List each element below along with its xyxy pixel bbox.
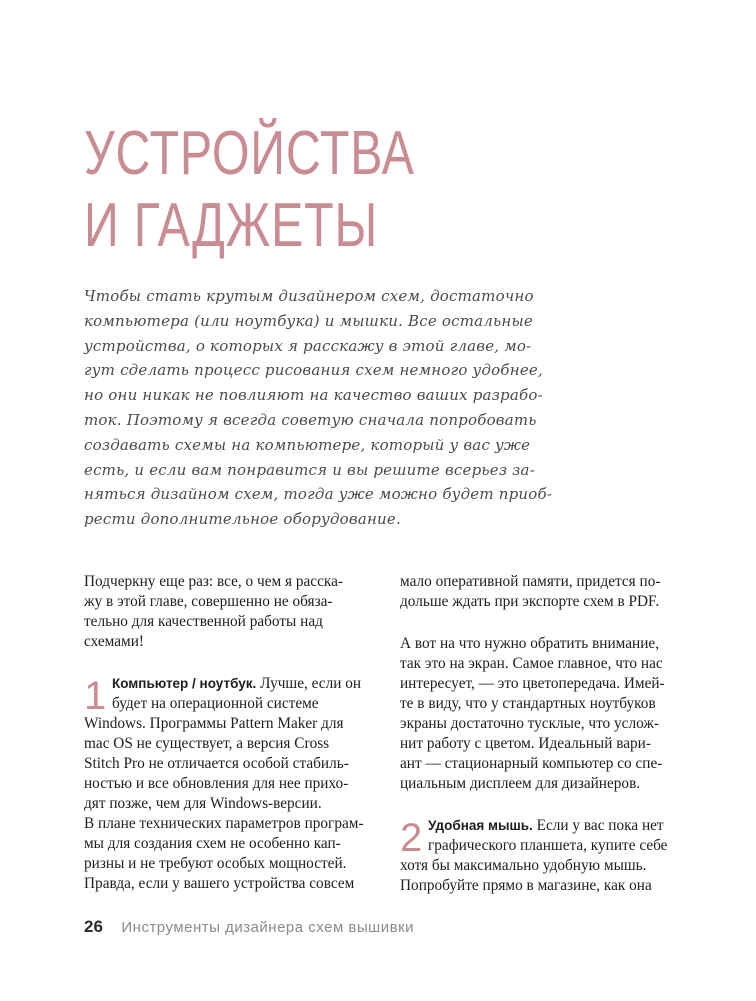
text-line: экраны достаточно тусклые, что услож- [400, 715, 660, 732]
text-line: В плане технических параметров програм- [84, 815, 364, 832]
text-line: Попробуйте прямо в магазине, как она [400, 877, 652, 894]
text-line: мало оперативной памяти, придется по- [400, 573, 661, 590]
chapter-title-line-2: И ГАДЖЕТЫ [84, 191, 379, 260]
intro-line: но они никак не повлияют на качество ваших разрабо- [84, 386, 543, 405]
page-footer [84, 917, 414, 937]
running-head: Инструменты дизайнера схем вышивки [121, 919, 415, 936]
text-line: нит работу с цветом. Идеальный вари- [400, 735, 651, 752]
left-paragraph-2 [84, 814, 374, 894]
text-line: мы для создания схем не особенно кап- [84, 835, 341, 852]
intro-line: гут сделать процесс рисования схем немного удобнее, [84, 361, 543, 380]
text-line: схемами! [84, 633, 144, 650]
item-heading: Компьютер / ноутбук. [112, 676, 257, 691]
item-heading-rest: Лучше, если он [256, 675, 362, 692]
item-number: 1 [84, 674, 107, 718]
text-line: будет на операционной системе [112, 695, 319, 712]
right-column [400, 572, 690, 896]
list-item-mouse [400, 816, 690, 896]
intro-line: создавать схемы на компьютере, который у вас уже [84, 435, 531, 454]
item-heading-rest: Если у вас пока нет [532, 817, 664, 834]
text-line: Правда, если у вашего устройства совсем [84, 875, 355, 892]
text-line: жу в этой главе, совершенно не обяза- [84, 593, 333, 610]
item-heading: Удобная мышь. [428, 818, 533, 833]
text-line: ант — стационарный компьютер со спе- [400, 755, 663, 772]
intro-line: ток. Поэтому я всегда советую сначала попробовать [84, 410, 537, 429]
text-line: ризны и не требуют особых мощностей. [84, 855, 347, 872]
intro-line: няться дизайном схем, тогда уже можно будет приоб- [84, 485, 553, 504]
intro-line: есть, и если вам понравится и вы решите всерьез за- [84, 460, 535, 479]
item-first-line [400, 816, 690, 836]
left-paragraph-1 [84, 572, 374, 652]
intro-line: компьютера (или ноутбука) и мышки. Все остальные [84, 311, 533, 330]
text-line: Stitch Pro не отличается особой стабиль- [84, 755, 349, 772]
right-paragraph-2 [400, 634, 690, 794]
text-line: тельно для качественной работы над [84, 613, 323, 630]
text-line: дят позже, чем для Windows-версии. [84, 795, 322, 812]
text-line: Windows. Программы Pattern Maker для [84, 715, 344, 732]
text-line: так это на экран. Самое главное, что нас [400, 655, 663, 672]
intro-line: устройства, о которых я расскажу в этой главе, мо- [84, 336, 532, 355]
text-line: дольше ждать при экспорте схем в PDF. [400, 593, 660, 610]
text-line: ностью и все обновления для нее прихо- [84, 775, 349, 792]
chapter-title [84, 118, 415, 262]
item-number: 2 [400, 816, 423, 860]
chapter-title-line-1: УСТРОЙСТВА [84, 119, 415, 188]
text-line: те в виду, что у стандартных ноутбуков [400, 695, 656, 712]
intro-line: Чтобы стать крутым дизайнером схем, достаточно [84, 287, 534, 305]
item-first-line [84, 674, 374, 694]
text-line: циальным дисплеем для дизайнеров. [400, 775, 641, 792]
list-item-computer [84, 674, 374, 814]
text-line: хотя бы максимально удобную мышь. [400, 857, 647, 874]
intro-line: рести дополнительное оборудование. [84, 510, 401, 529]
text-line: А вот на что нужно обратить внимание, [400, 635, 660, 652]
page-number: 26 [84, 917, 103, 936]
text-line: графического планшета, купите себе [428, 837, 668, 854]
text-line: mac OS не существует, а версия Cross [84, 735, 330, 752]
text-line: интересует, — это цветопередача. Имей- [400, 675, 665, 692]
intro-paragraph [84, 284, 554, 532]
left-column [84, 572, 374, 894]
text-line: Подчеркну еще раз: все, о чем я расска- [84, 573, 343, 590]
right-paragraph-1 [400, 572, 690, 612]
